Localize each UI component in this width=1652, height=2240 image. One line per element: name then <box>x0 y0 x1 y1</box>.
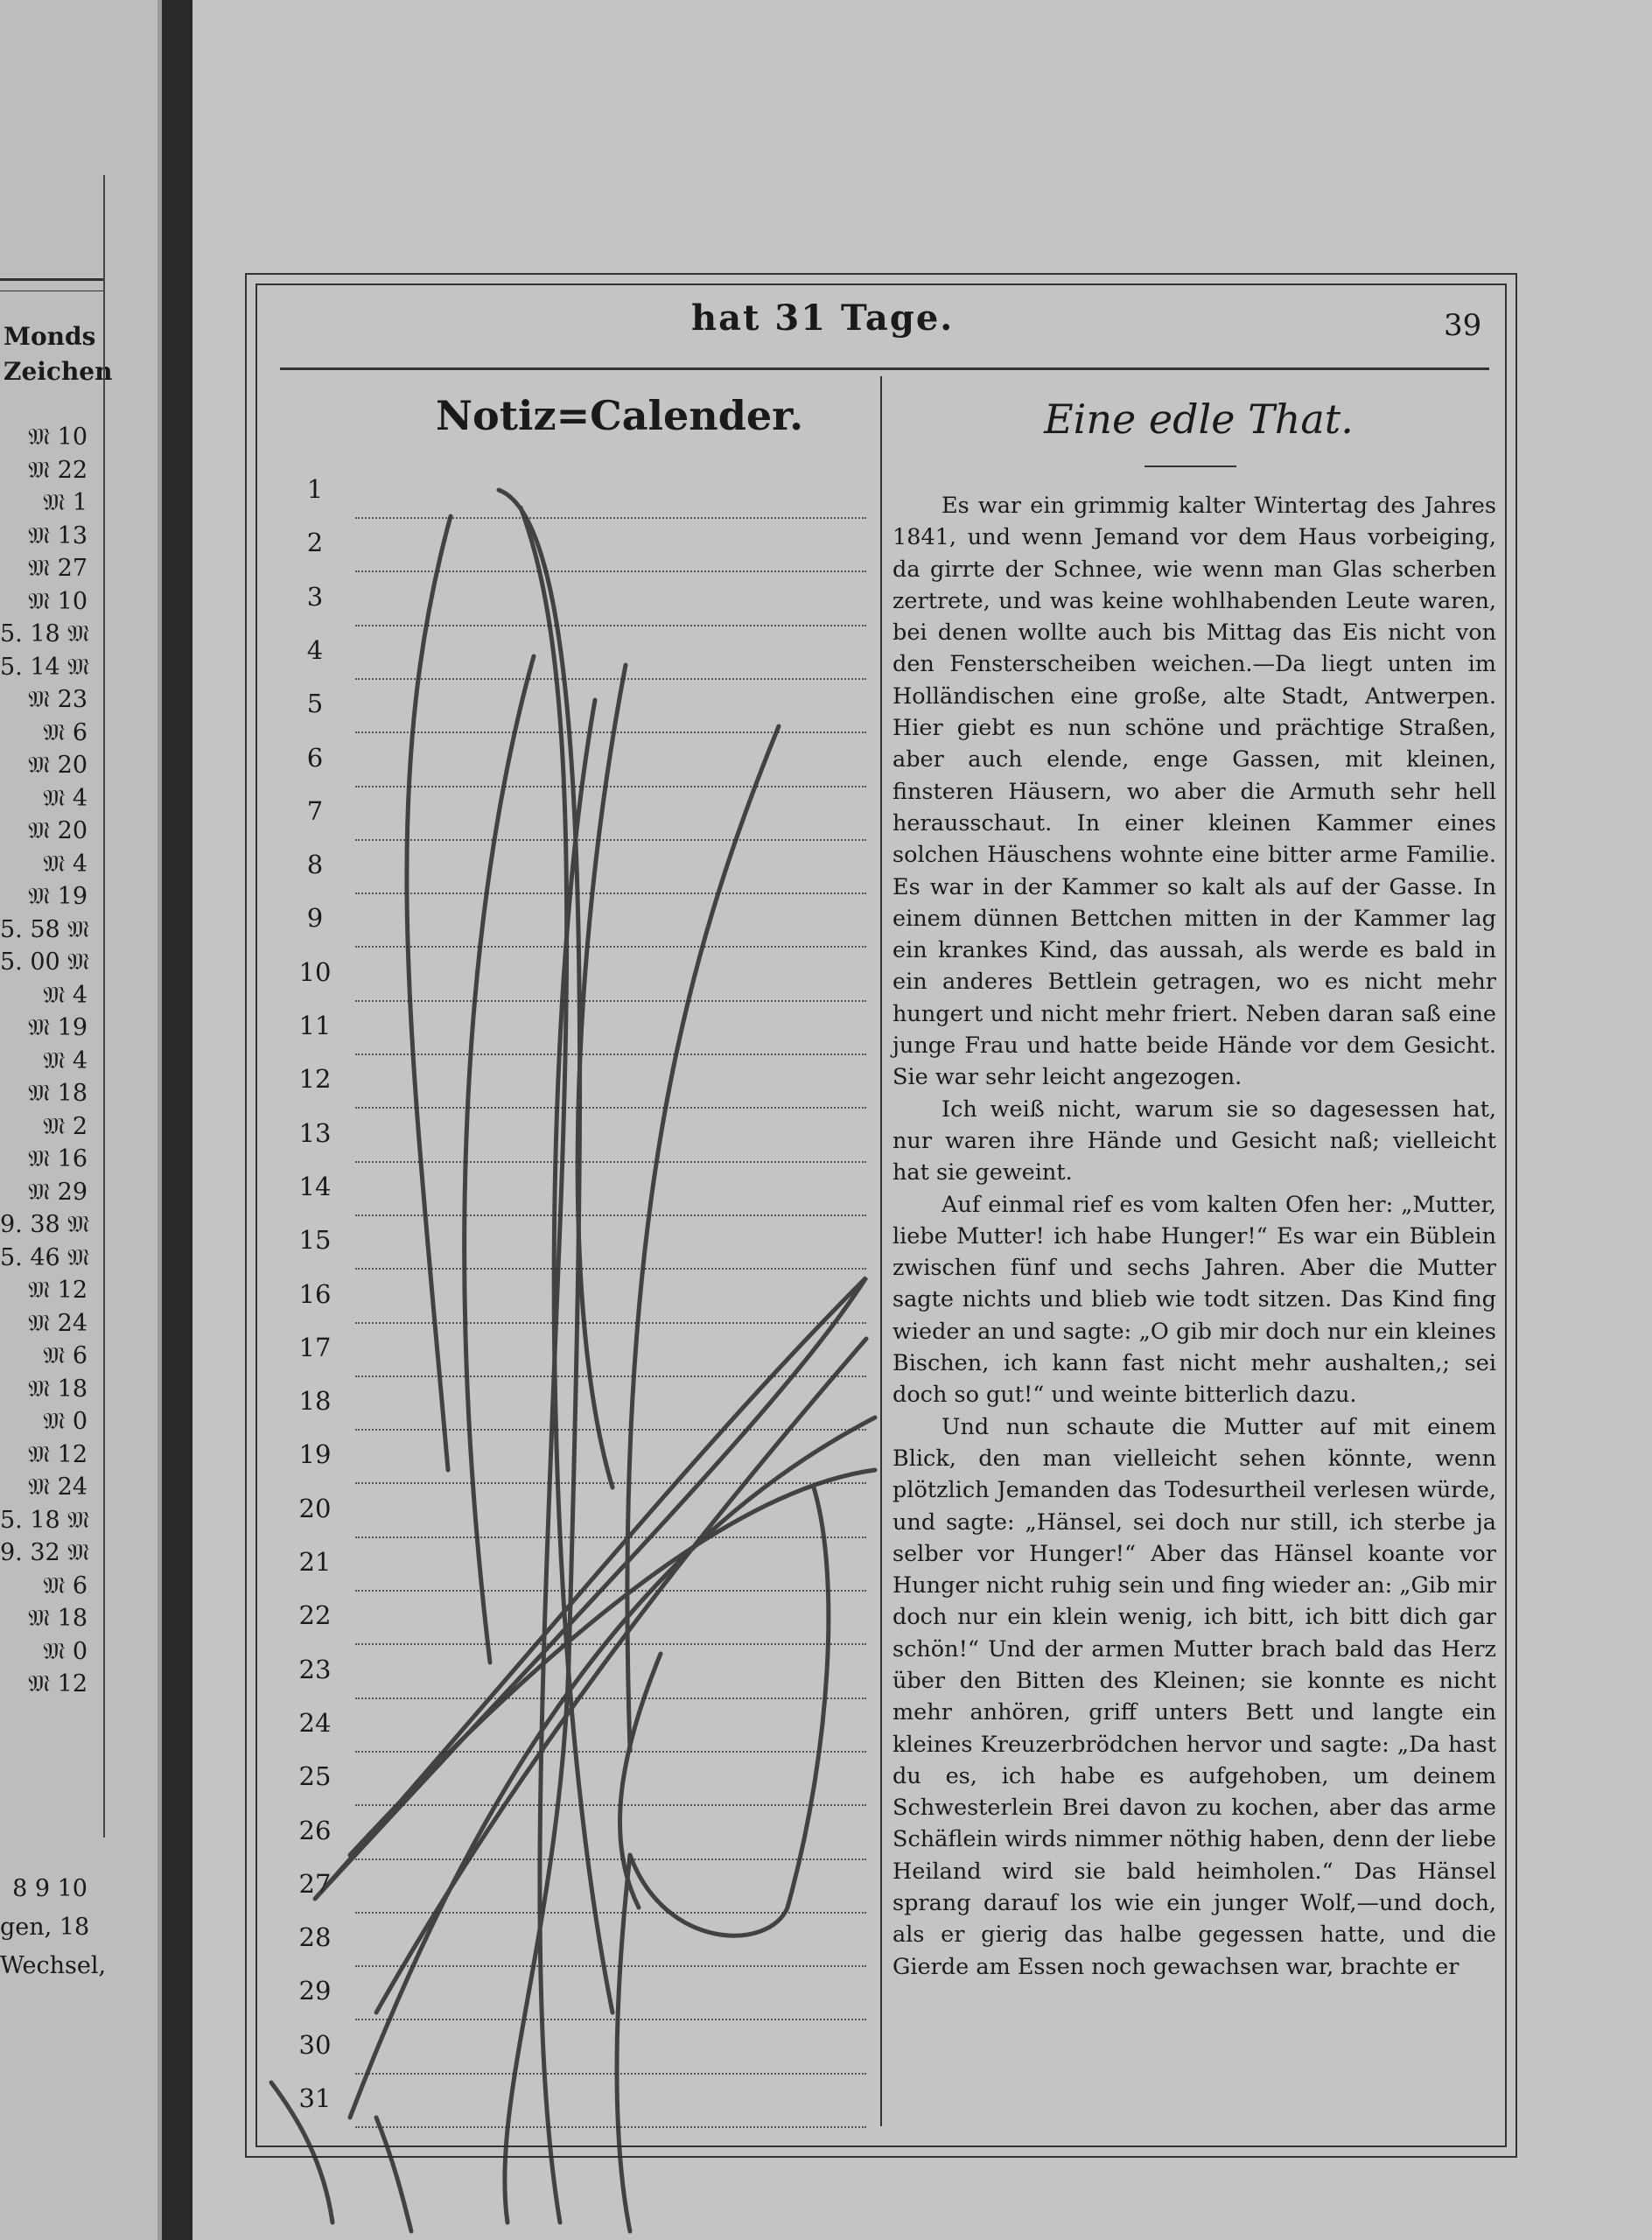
day-number: 2 <box>306 528 324 558</box>
calendar-day-row <box>280 1377 866 1431</box>
notiz-calendar-title: Notiz=Calender. <box>436 392 804 439</box>
calendar-day-row <box>280 1055 866 1109</box>
calendar-day-row <box>280 1270 866 1324</box>
left-footer-2: gen, 18 <box>0 1914 90 1941</box>
left-rule <box>0 278 105 281</box>
calendar-day-row <box>280 1002 866 1055</box>
left-row: 𝔐 20 <box>28 752 88 779</box>
calendar-day-row <box>280 1538 866 1592</box>
story-paragraph: Es war ein grimmig kalter Wintertag des Jahres 1841, und wenn Jemand vor dem Haus vorbeiging, da girrte der Schnee, wie wenn man Glas scherben zertrete, und was keine wohlhabenden Leute waren, bei denen wollte auch bis Mittag das Eis nicht von den Fensterscheiben weichen.—Da liegt unten im Holländischen eine große, alte Stadt, Antwerpen. Hier giebt es nun schöne und prächtige Straßen, aber auch elende, enge Gassen, mit kleinen, finsteren Häusern, wo aber die Armuth sehr hell herausschaut. In einer kleinen Kammer eines solchen Häuschens wohnte eine bitter arme Familie. Es war in der Kammer so kalt als auf der Gasse. In einem dünnen Bettchen mitten in der Kammer lag ein krankes Kind, das aussah, als werde es bald in ein anderes Bettlein getragen, wo es nicht mehr hungert und nicht mehr friert. Neben daran saß eine junge Frau und hatte beide Hände vor dem Gesicht. Sie war sehr leicht angezogen. <box>892 493 1496 1091</box>
day-number: 1 <box>306 474 324 504</box>
left-row: 𝔐 12 <box>28 1277 88 1304</box>
left-row: 𝔐 6 <box>43 1342 88 1369</box>
calendar-page <box>192 0 1652 2240</box>
day-number: 8 <box>306 850 324 880</box>
left-row: 𝔐 24 <box>28 1474 88 1501</box>
page-header-title: hat 31 Tage. <box>691 298 955 339</box>
calendar-day-row <box>280 1914 866 1967</box>
left-row: 5. 46 𝔐 <box>0 1243 90 1271</box>
day-number: 9 <box>306 903 324 934</box>
calendar-day-row <box>280 1860 866 1914</box>
calendar-day-row <box>280 1646 866 1699</box>
left-footer-1: 8 9 10 <box>12 1875 88 1902</box>
left-row: 𝔐 18 <box>28 1375 88 1403</box>
left-row: 𝔐 16 <box>28 1145 88 1172</box>
left-row: 𝔐 23 <box>28 686 88 713</box>
day-number: 15 <box>298 1225 332 1256</box>
story-paragraph: Auf einmal rief es vom kalten Ofen her: „Mutter, liebe Mutter! ich habe Hunger!“ Es war ein Büblein zwischen fünf und sechs Jahren. Aber die Mutter sagte nichts und blieb wie todt sitzen. Das Kind fing wieder an und sagte: „O gib mir doch nur ein kleines Bischen, ich kann fast nicht mehr aushalten,; sei doch so gut!“ und weinte bitterlich dazu. <box>892 1191 1496 1409</box>
column-divider <box>880 376 882 2126</box>
left-row: 𝔐 22 <box>28 456 88 484</box>
calendar-day-row <box>280 2075 866 2128</box>
left-row: 𝔐 2 <box>43 1112 88 1140</box>
story-body <box>892 490 1496 1983</box>
left-row: 𝔐 0 <box>43 1408 88 1435</box>
left-row: 𝔐 19 <box>28 1014 88 1041</box>
calendar-day-row <box>280 948 866 1002</box>
left-row: 9. 32 𝔐 <box>0 1539 90 1566</box>
left-row: 𝔐 20 <box>28 817 88 844</box>
calendar-day-row <box>280 1324 866 1377</box>
left-row: 𝔐 10 <box>28 424 88 451</box>
book-spine <box>162 0 197 2240</box>
day-number: 24 <box>298 1707 332 1738</box>
left-row: 𝔐 1 <box>43 489 88 516</box>
left-row: 𝔐 12 <box>28 1670 88 1698</box>
day-number: 10 <box>298 956 332 987</box>
day-number: 29 <box>298 1976 332 2006</box>
left-row: 𝔐 18 <box>28 1605 88 1632</box>
calendar-day-row <box>280 1807 866 1860</box>
calendar-day-row <box>280 1163 866 1216</box>
day-number: 27 <box>298 1868 332 1899</box>
calendar-day-row <box>280 841 866 894</box>
calendar-day-row <box>280 519 866 572</box>
left-header-2: Zeichen <box>4 357 113 386</box>
left-row: 𝔐 4 <box>43 981 88 1009</box>
calendar-day-row <box>280 1592 866 1645</box>
calendar-day-row <box>280 573 866 626</box>
left-row: 𝔐 19 <box>28 883 88 910</box>
day-number: 12 <box>298 1064 332 1095</box>
calendar-day-row <box>280 1967 866 2020</box>
calendar-day-row <box>280 1485 866 1538</box>
note-line[interactable] <box>355 2126 866 2128</box>
day-number: 19 <box>298 1439 332 1470</box>
left-row: 𝔐 4 <box>43 1046 88 1074</box>
left-row: 𝔐 6 <box>43 718 88 746</box>
left-row: 5. 00 𝔐 <box>0 948 90 976</box>
calendar-day-row <box>280 1110 866 1163</box>
left-row: 𝔐 29 <box>28 1178 88 1206</box>
day-number: 30 <box>298 2029 332 2060</box>
calendar-day-row <box>280 1699 866 1753</box>
day-number: 4 <box>306 634 324 665</box>
calendar-day-row <box>280 680 866 733</box>
left-row: 𝔐 6 <box>43 1572 88 1600</box>
header-rule <box>280 368 1489 370</box>
left-column-line <box>103 175 105 1838</box>
day-number: 20 <box>298 1493 332 1523</box>
left-row: 𝔐 0 <box>43 1637 88 1665</box>
day-number: 28 <box>298 1922 332 1953</box>
calendar-day-row <box>280 1431 866 1484</box>
day-number: 22 <box>298 1600 332 1631</box>
left-row: 𝔐 27 <box>28 555 88 582</box>
left-row: 𝔐 13 <box>28 522 88 550</box>
left-row: 𝔐 12 <box>28 1440 88 1468</box>
left-header-1: Monds <box>4 322 96 351</box>
left-page-strip <box>0 0 158 2240</box>
calendar-day-row <box>280 466 866 519</box>
day-number: 18 <box>298 1386 332 1417</box>
day-number: 13 <box>298 1117 332 1148</box>
story-title-rule <box>1144 466 1236 467</box>
calendar-day-row <box>280 1753 866 1806</box>
left-row: 𝔐 10 <box>28 587 88 615</box>
left-row: 5. 14 𝔐 <box>0 653 90 681</box>
story-title: Eine edle That. <box>1044 396 1354 443</box>
calendar-day-row <box>280 734 866 788</box>
day-number: 3 <box>306 581 324 612</box>
day-number: 31 <box>298 2083 332 2113</box>
calendar-day-row <box>280 626 866 680</box>
day-number: 17 <box>298 1332 332 1362</box>
left-rule <box>0 290 105 291</box>
left-row: 𝔐 18 <box>28 1080 88 1107</box>
day-number: 23 <box>298 1654 332 1684</box>
calendar-day-row <box>280 1216 866 1270</box>
day-number: 5 <box>306 689 324 719</box>
left-row: 5. 18 𝔐 <box>0 1506 90 1534</box>
page-number: 39 <box>1444 308 1482 343</box>
calendar-day-row <box>280 2021 866 2075</box>
left-footer-3: Wechsel, <box>0 1952 107 1979</box>
calendar-day-row <box>280 788 866 841</box>
story-paragraph: Und nun schaute die Mutter auf mit einem Blick, den man vielleicht sehen könnte, wenn plötzlich Jemanden das Todesurtheil verlesen würde, und sagte: „Hänsel, sei doch nur still, ich sterbe ja selber vor Hunger!“ Aber das Hänsel koante vor Hunger nicht ruhig sein und fing wieder an: „Gib mir doch nur ein klein wenig, ich bitt, ich bitt dich gar schön!“ Und der armen Mutter brach bald das Herz über den Bitten des Kleinen; sie konnte es nicht mehr anhören, griff unters Bett und langte ein kleines Kreuzerbrödchen hervor und sagte: „Da hast du es, ich habe es aufgehoben, um deinem Schwesterlein Brei davon zu kochen, aber das arme Schäflein wirds nimmer nöthig haben, denn der liebe Heiland wird sie bald heimholen.“ Das Hänsel sprang darauf los wie ein junger Wolf,—und doch, als er gierig das halbe gegessen hatte, und die Gierde am Essen noch gewachsen war, brachte er <box>892 1413 1496 1980</box>
day-number: 25 <box>298 1761 332 1792</box>
day-number: 16 <box>298 1278 332 1309</box>
left-row: 5. 58 𝔐 <box>0 915 90 943</box>
day-number: 7 <box>306 795 324 826</box>
left-row: 𝔐 4 <box>43 784 88 812</box>
left-row: 9. 38 𝔐 <box>0 1211 90 1238</box>
day-number: 26 <box>298 1815 332 1845</box>
day-number: 14 <box>298 1171 332 1201</box>
day-number: 11 <box>298 1011 332 1040</box>
day-number: 6 <box>306 742 324 773</box>
left-row: 𝔐 24 <box>28 1309 88 1337</box>
left-row: 5. 18 𝔐 <box>0 620 90 648</box>
left-row: 𝔐 4 <box>43 850 88 878</box>
day-number: 21 <box>298 1547 332 1577</box>
calendar-day-row <box>280 894 866 948</box>
story-paragraph: Ich weiß nicht, warum sie so dagesessen hat, nur waren ihre Hände und Gesicht naß; vielleicht hat sie geweint. <box>892 1096 1496 1186</box>
